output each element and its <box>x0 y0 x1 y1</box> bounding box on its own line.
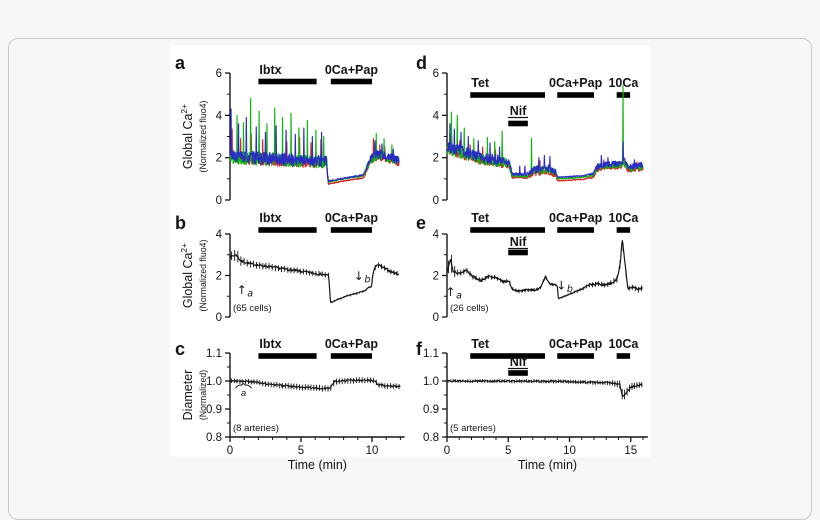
arrow-down-annotation: $↓_b$ <box>556 278 573 296</box>
x-tick-label: 0 <box>226 445 234 457</box>
treatment-bar-label: 0Ca+Pap <box>549 337 603 351</box>
y-tick-label: 0 <box>215 312 222 324</box>
x-tick-label: 10 <box>563 445 576 457</box>
x-tick-label: 15 <box>624 445 638 457</box>
y-axis-label <box>179 104 195 169</box>
panel-c <box>175 337 405 472</box>
treatment-bar-label: Tet <box>471 76 490 90</box>
panel-f <box>416 337 648 472</box>
figure-svg <box>170 45 650 472</box>
treatment-bar <box>617 227 630 233</box>
y-tick-label: 2 <box>215 270 222 283</box>
y-tick-label: 2 <box>432 152 439 165</box>
treatment-bar-label: Nif <box>509 235 527 249</box>
panel-letter-d: d <box>416 53 427 73</box>
y-tick-label: 4 <box>432 110 439 123</box>
panel-b <box>175 211 399 324</box>
y-axis-label <box>179 243 195 308</box>
y-tick-label: 4 <box>215 110 222 123</box>
y-tick-label: 0 <box>215 195 222 207</box>
y-axis-label-text: Global $Ca^{2+}$ <box>179 242 195 309</box>
y-tick-label: 4 <box>432 229 439 241</box>
y-tick-label: 2 <box>432 270 439 283</box>
sample-size-note: (26 cells) <box>450 303 489 314</box>
treatment-bar <box>258 353 316 359</box>
y-tick-label: 2 <box>215 152 222 165</box>
error-bars <box>231 377 399 392</box>
treatment-bar-label: Ibtx <box>259 63 282 77</box>
y-axis-label-text: Diameter <box>181 369 195 421</box>
trace-black-b <box>230 254 399 302</box>
y-tick-label: 1.1 <box>423 348 439 360</box>
treatment-bar <box>557 353 594 359</box>
y-axis-sublabel <box>198 240 208 312</box>
panel-d <box>416 53 643 207</box>
treatment-bar <box>470 227 545 233</box>
treatment-bar <box>331 353 372 359</box>
y-axis-sublabel <box>198 101 208 173</box>
y-axis-label-text: Global $Ca^{2+}$ <box>179 103 195 170</box>
arrow-up-annotation: $↑_a$ <box>236 282 254 300</box>
x-tick-label: 10 <box>365 445 379 457</box>
y-tick-label: 0 <box>432 312 439 324</box>
sample-size-note: (8 arteries) <box>233 423 279 434</box>
y-tick-label: 1.0 <box>423 376 439 388</box>
y-tick-label: 0 <box>432 195 439 207</box>
treatment-bar-label: Nif <box>509 355 527 369</box>
y-axis-label <box>181 370 195 421</box>
sample-size-note: (5 arteries) <box>450 423 496 434</box>
treatment-bar-label: Tet <box>471 211 490 225</box>
treatment-bar-label: 0Ca+Pap <box>549 76 603 90</box>
arrow-down-annotation: $↓_b$ <box>353 269 371 286</box>
arrow-up-annotation: $↑_a$ <box>445 284 462 302</box>
panel-letter-a: a <box>175 53 186 73</box>
panel-a <box>175 53 399 207</box>
treatment-bar <box>331 227 372 233</box>
y-axis-sublabel-text: (Normalized fluo4) <box>198 239 208 312</box>
trace-black-e <box>447 241 643 299</box>
treatment-bar <box>508 250 528 256</box>
treatment-bar <box>557 227 594 233</box>
treatment-bar-label: 10Ca <box>608 337 639 351</box>
y-axis-sublabel-text: (Normalized fluo4) <box>198 100 208 173</box>
trace-black-f <box>447 380 643 396</box>
panel-letter-b: b <box>175 213 186 233</box>
treatment-bar-label: Ibtx <box>259 337 282 351</box>
x-tick-label: 5 <box>297 445 305 457</box>
y-tick-label: 1.1 <box>206 348 222 360</box>
treatment-bar <box>617 353 630 359</box>
treatment-bar-label: 0Ca+Pap <box>324 337 378 351</box>
treatment-bar <box>470 92 545 98</box>
x-tick-label: 0 <box>443 445 451 457</box>
treatment-bar-label: 0Ca+Pap <box>549 211 603 225</box>
y-axis-sublabel-text: (Normalized) <box>198 369 208 421</box>
x-axis-label: Time (min) <box>287 458 347 472</box>
treatment-bar-label: 10Ca <box>608 211 639 225</box>
treatment-bar-label: Tet <box>471 337 490 351</box>
error-bars <box>449 243 642 300</box>
treatment-bar-label: 0Ca+Pap <box>324 211 378 225</box>
sample-size-note: (65 cells) <box>233 303 272 314</box>
figure-image <box>170 45 650 472</box>
treatment-bar-label: 10Ca <box>608 76 639 90</box>
treatment-bar-label: Nif <box>509 104 527 118</box>
y-tick-label: 1.0 <box>206 376 222 388</box>
y-axis-sublabel <box>198 370 208 420</box>
annotation-label: a <box>240 388 247 400</box>
treatment-bar <box>508 121 528 127</box>
panel-e <box>416 211 643 324</box>
panel-letter-c: c <box>175 339 186 359</box>
y-tick-label: 0.9 <box>423 404 439 416</box>
y-tick-label: 6 <box>215 68 222 80</box>
y-tick-label: 0.8 <box>423 432 439 444</box>
y-tick-label: 0.9 <box>206 404 222 416</box>
panel-letter-e: e <box>416 213 427 233</box>
y-tick-label: 6 <box>432 68 439 80</box>
x-tick-label: 5 <box>505 445 512 457</box>
treatment-bar <box>258 79 316 85</box>
treatment-bar <box>258 227 316 233</box>
x-axis-label: Time (min) <box>517 458 578 472</box>
panel-letter-f: f <box>416 339 422 359</box>
treatment-bar <box>508 370 528 376</box>
y-tick-label: 0.8 <box>206 432 222 444</box>
treatment-bar-label: 0Ca+Pap <box>324 63 378 77</box>
trace-black-c <box>230 380 400 389</box>
treatment-bar <box>557 92 594 98</box>
trace-blue-d <box>447 124 643 178</box>
treatment-bar-label: Ibtx <box>259 211 282 225</box>
treatment-bar <box>470 353 545 359</box>
y-tick-label: 4 <box>215 229 222 241</box>
treatment-bar <box>331 79 372 85</box>
